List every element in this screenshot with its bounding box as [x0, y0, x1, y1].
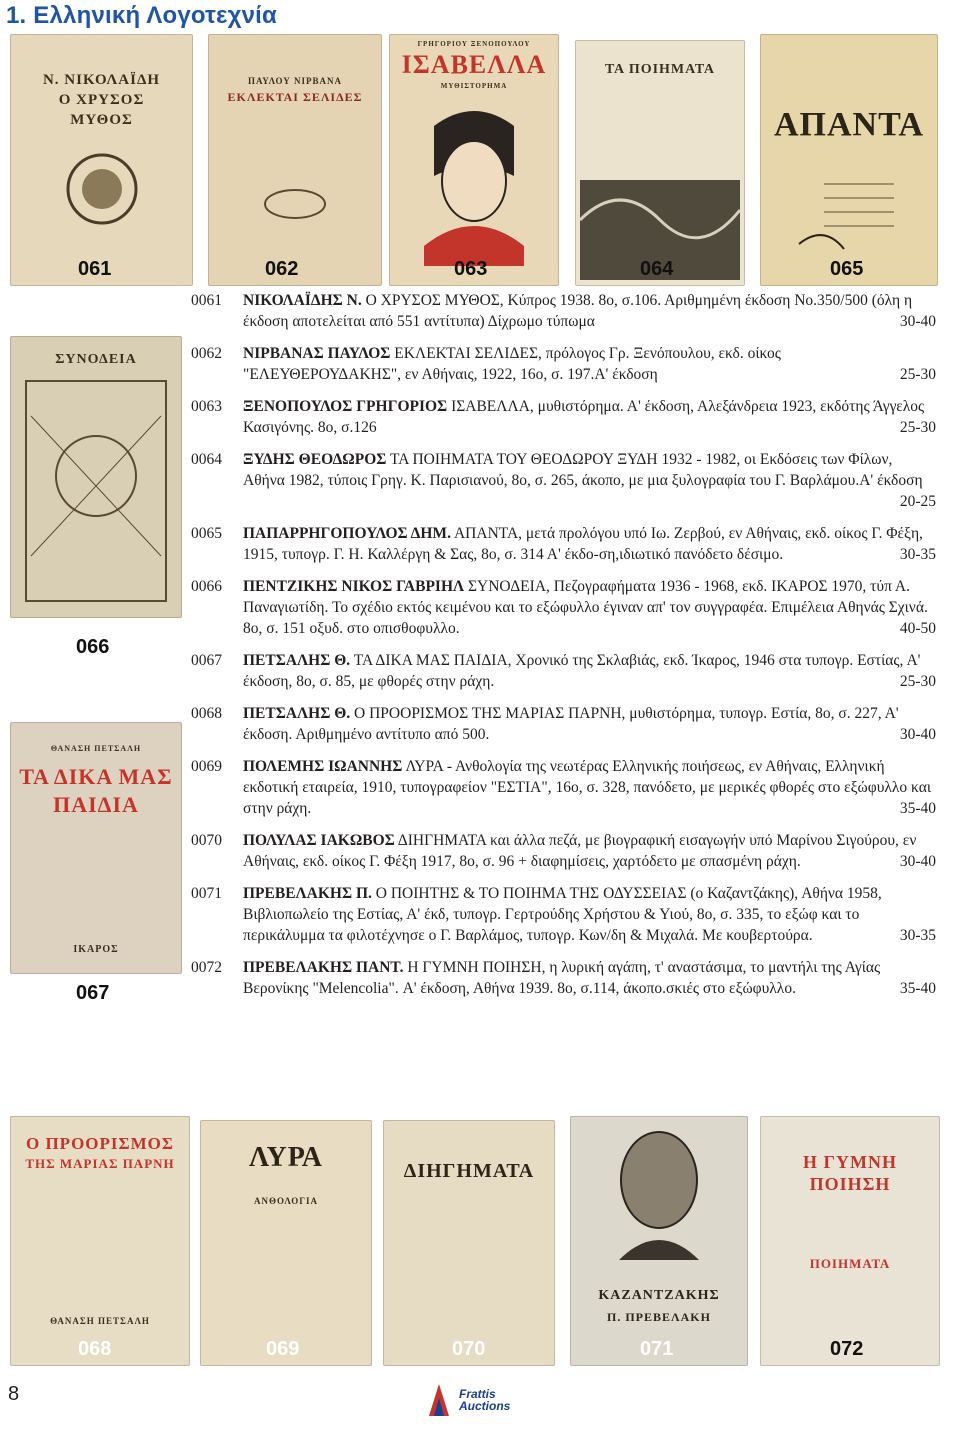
entry-price: 20-25 — [899, 493, 936, 510]
cover-067-publisher: ΙΚΑΡΟΣ — [73, 944, 119, 955]
entry-code: 0064 — [191, 451, 222, 468]
cover-064 — [575, 40, 745, 286]
entry-description — [243, 396, 936, 438]
cover-066-drawing — [21, 376, 171, 606]
entry-description — [243, 576, 936, 639]
entry-price: 35-40 — [899, 800, 936, 817]
entry-description — [243, 343, 936, 385]
catalogue-entry — [191, 396, 936, 438]
cover-068-subtitle: ΤΗΣ ΜΑΡΙΑΣ ΠΑΡΝΗ — [25, 1156, 175, 1171]
cover-069-subtitle: ΑΝΘΟΛΟΓΙΑ — [254, 1196, 318, 1206]
entry-price: 30-40 — [899, 313, 936, 330]
cover-069 — [200, 1120, 372, 1366]
catalogue-entry — [191, 756, 936, 819]
entry-price: 25-30 — [899, 366, 936, 383]
cover-072-tag: ΠΟΙΗΜΑΤΑ — [809, 1256, 891, 1271]
cover-063-title: ΙΣΑΒΕΛΛΑ — [401, 50, 547, 79]
entry-code: 0065 — [191, 525, 222, 542]
frattis-logo — [425, 1380, 535, 1420]
catalogue-entry — [191, 449, 936, 512]
entry-author: ΠΡΕΒΕΛΑΚΗΣ ΠΑΝΤ. — [243, 959, 404, 976]
entry-text: ΛΥΡΑ - Ανθολογία της νεωτέρας Ελληνικής ποιήσεως, εν Αθήναις, Ελληνική εκδοτική εταιρεία, 1910, τυπογραφείον "ΕΣΤΙΑ", 16ο, σ. 328, πανόδετο, με μερικές φθορές στο εξώφυλλο και στην ράχη. — [243, 758, 931, 817]
cover-071 — [570, 1116, 748, 1366]
cover-label-064: 064 — [640, 258, 674, 280]
entry-author: ΝΙΚΟΛΑΪΔΗΣ Ν. — [243, 292, 362, 309]
entry-description — [243, 449, 936, 512]
cover-062-ornament — [260, 184, 330, 224]
catalogue-entry — [191, 523, 936, 565]
cover-063-portrait — [414, 96, 534, 266]
cover-072 — [760, 1116, 940, 1366]
entry-description — [243, 830, 936, 872]
page-number: 8 — [8, 1383, 20, 1405]
cover-070 — [383, 1120, 555, 1366]
cover-071-author: Π. ΠΡΕΒΕΛΑΚΗ — [607, 1310, 711, 1324]
entry-text: Ο ΧΡΥΣΟΣ ΜΥΘΟΣ, Κύπρος 1938. 8ο, σ.106. Αριθμημένη έκδοση Νο.350/500 (όλη η έκδοση αποτελείται από 551 αντίτυπα) Δίχρωμο τύπωμα — [243, 292, 913, 330]
entry-price: 40-50 — [899, 620, 936, 637]
entry-price: 30-40 — [899, 726, 936, 743]
frattis-logo-text — [459, 1388, 510, 1412]
entry-text: ΤΑ ΠΟΙΗΜΑΤΑ ΤΟΥ ΘΕΟΔΩΡΟΥ ΞΥΔΗ 1932 - 1982, οι Εκδόσεις των Φίλων, Αθήνα 1982, τύποις Γρηγ. Κ. Παρισιανού, 8ο, σ. 265, άκοπο, με μια ξυλογραφία του Γ. Βαρλάμου.Α' έκδοση — [243, 451, 923, 489]
entry-author: ΞΕΝΟΠΟΥΛΟΣ ΓΡΗΓΟΡΙΟΣ — [243, 398, 448, 415]
cover-label-069: 069 — [266, 1338, 300, 1360]
entry-price: 30-35 — [899, 927, 936, 944]
entry-author: ΠΟΛΥΛΑΣ ΙΑΚΩΒΟΣ — [243, 832, 395, 849]
cover-062-author: ΠΑΥΛΟΥ ΝΙΡΒΑΝΑ — [247, 76, 343, 86]
entry-author: ΠΕΤΣΑΛΗΣ Θ. — [243, 652, 351, 669]
catalogue-entry — [191, 650, 936, 692]
cover-label-067: 067 — [76, 982, 110, 1004]
entry-text: ΤΑ ΔΙΚΑ ΜΑΣ ΠΑΙΔΙΑ, Χρονικό της Σκλαβιάς, εκδ. Ίκαρος, 1946 στα τυπογρ. Εστίας, Α' έκδοση, 8ο, σ. 85, με φθορές στην ράχη. — [243, 652, 921, 690]
cover-label-071: 071 — [640, 1338, 674, 1360]
cover-061-title: Ο ΧΡΥΣΟΣ — [58, 92, 145, 108]
cover-066-title: ΣΥΝΟΔΕΙΑ — [55, 352, 137, 367]
cover-061-author: Ν. ΝΙΚΟΛΑΪΔΗ — [42, 72, 161, 88]
entry-code: 0068 — [191, 705, 222, 722]
entry-author: ΠΕΤΣΑΛΗΣ Θ. — [243, 705, 351, 722]
cover-061-emblem — [62, 149, 142, 229]
entry-code: 0069 — [191, 758, 222, 775]
entry-author: ΠΑΠΑΡΡΗΓΟΠΟΥΛΟΣ ΔΗΜ. — [243, 525, 451, 542]
entry-price: 25-30 — [899, 419, 936, 436]
cover-065-title: ΑΠΑΝΤΑ — [773, 106, 925, 143]
cover-061-subtitle: ΜΥΘΟΣ — [70, 112, 133, 128]
cover-069-title: ΛΥΡΑ — [249, 1142, 323, 1173]
cover-065 — [760, 34, 938, 286]
entry-code: 0061 — [191, 292, 222, 309]
catalogue-entries — [191, 290, 936, 1010]
cover-label-066: 066 — [76, 636, 110, 658]
entry-author: ΝΙΡΒΑΝΑΣ ΠΑΥΛΟΣ — [243, 345, 391, 362]
cover-063-subtitle: ΜΥΘΙΣΤΟΡΗΜΑ — [440, 82, 508, 90]
catalogue-entry — [191, 830, 936, 872]
entry-price: 30-35 — [899, 546, 936, 563]
entry-description — [243, 290, 936, 332]
cover-066 — [10, 336, 182, 618]
cover-label-062: 062 — [265, 258, 299, 280]
entry-text: ΕΚΛΕΚΤΑΙ ΣΕΛΙΔΕΣ, πρόλογος Γρ. Ξενόπουλου, εκδ. οίκος "ΕΛΕΥΘΕΡΟΥΔΑΚΗΣ", εν Αθήναις, 1922, 16ο, σ. 197.Α' έκδοση — [243, 345, 781, 383]
cover-063-author: ΓΡΗΓΟΡΙΟΥ ΞΕΝΟΠΟΥΛΟΥ — [417, 40, 531, 48]
entry-text: Ο ΠΡΟΟΡΙΣΜΟΣ ΤΗΣ ΜΑΡΙΑΣ ΠΑΡΝΗ, μυθιστόρημα, τυπογρ. Εστία, 8ο, σ. 227, Α' έκδοση. Αριθμημένο αντίτυπο από 500. — [243, 705, 899, 743]
cover-067-title: ΤΑ ΔΙΚΑ ΜΑΣ — [19, 764, 173, 789]
cover-label-065: 065 — [830, 258, 864, 280]
cover-label-063: 063 — [454, 258, 488, 280]
entry-author: ΞΥΔΗΣ ΘΕΟΔΩΡΟΣ — [243, 451, 387, 468]
catalogue-entry — [191, 703, 936, 745]
cover-062-title: ΕΚΛΕΚΤΑΙ ΣΕΛΙΔΕΣ — [227, 90, 363, 104]
entry-description — [243, 703, 936, 745]
cover-065-contents-lines — [794, 174, 904, 264]
entry-code: 0066 — [191, 578, 222, 595]
cover-064-title: ΤΑ ΠΟΙΗΜΑΤΑ — [605, 62, 715, 77]
entry-text: ΑΠΑΝΤΑ, μετά προλόγου υπό Ιω. Ζερβού, εν Αθήναις, εκδ. οίκος Γ. Φέξη, 1915, τυπογρ. Γ. Η. Καλλέργη & Σας, 8ο, σ. 314 Α' έκδο-ση,ιδιωτικό πανόδετο δέσιμο. — [243, 525, 923, 563]
cover-071-portrait — [604, 1120, 714, 1260]
cover-071-title: ΚΑΖΑΝΤΖΑΚΗΣ — [598, 1288, 720, 1303]
entry-code: 0070 — [191, 832, 222, 849]
entry-description — [243, 957, 936, 999]
entry-text: Ο ΠΟΙΗΤΗΣ & ΤΟ ΠΟΙΗΜΑ ΤΗΣ ΟΔΥΣΣΕΙΑΣ (ο Καζαντζάκης), Αθήνα 1958, Βιβλιοπωλείο της Εστίας, Α' έκδ, τυπογρ. Γερτρούδης Χρήστου & Υιού, 8ο, σ. 335, το εξώφ και το περικάλυμμα τα φιλοτέχνησε ο Γ. Βαρλάμος, τυπογρ. Κων/δη & Μιχαλά. Με κουβερτούρα. — [243, 885, 882, 944]
entry-price: 25-30 — [899, 673, 936, 690]
cover-068-title: Ο ΠΡΟΟΡΙΣΜΟΣ — [25, 1134, 175, 1153]
cover-067 — [10, 722, 182, 974]
cover-label-068: 068 — [78, 1338, 112, 1360]
frattis-logo-line2: Auctions — [459, 1399, 511, 1413]
catalogue-entry — [191, 883, 936, 946]
frattis-logo-icon — [425, 1380, 455, 1420]
page-title: 1. Ελληνική Λογοτεχνία — [6, 2, 277, 29]
entry-price: 30-40 — [899, 853, 936, 870]
entry-description — [243, 756, 936, 819]
entry-author: ΠΕΝΤΖΙΚΗΣ ΝΙΚΟΣ ΓΑΒΡΙΗΛ — [243, 578, 465, 595]
cover-label-072: 072 — [830, 1338, 864, 1360]
cover-070-title: ΔΙΗΓΗΜΑΤΑ — [403, 1160, 535, 1182]
entry-description — [243, 523, 936, 565]
entry-text: ΔΙΗΓΗΜΑΤΑ και άλλα πεζά, με βιογραφική εισαγωγήν υπό Μαρίνου Σιγούρου, εν Αθήναις, εκδ. οίκος Γ. Φέξη 1917, 8ο, σ. 96 + διαφημίσεις, χαρτόδετο με σπασμένη ράχη. — [243, 832, 917, 870]
entry-author: ΠΟΛΕΜΗΣ ΙΩΑΝΝΗΣ — [243, 758, 403, 775]
entry-text: ΙΣΑΒΕΛΛΑ, μυθιστόρημα. Α' έκδοση, Αλεξάνδρεια 1923, εκδότης Άγγελος Κασιγόνης. 8ο, σ.126 — [243, 398, 925, 436]
entry-author: ΠΡΕΒΕΛΑΚΗΣ Π. — [243, 885, 372, 902]
entry-text: ΣΥΝΟΔΕΙΑ, Πεζογραφήματα 1936 - 1968, εκδ. ΙΚΑΡΟΣ 1970, τύπ Α. Παναγιωτίδη. Το σχέδιο εκτός κειμένου και το εξώφυλλο έγιναν απ' τον συγγραφέα. Επιμέλεια Αθηνάς Σχινά. 8ο, σ. 151 οξυδ. στο οπισθοφυλλο. — [243, 578, 928, 637]
entry-code: 0071 — [191, 885, 222, 902]
catalogue-entry — [191, 290, 936, 332]
entry-code: 0067 — [191, 652, 222, 669]
cover-062 — [208, 34, 382, 286]
cover-072-title: Η ΓΥΜΝΗ — [803, 1152, 897, 1172]
entry-code: 0062 — [191, 345, 222, 362]
cover-067-subtitle: ΠΑΙΔΙΑ — [53, 792, 139, 817]
catalogue-entry — [191, 576, 936, 639]
cover-063 — [389, 34, 559, 286]
entry-text: Η ΓΥΜΝΗ ΠΟΙΗΣΗ, η λυρική αγάπη, τ' αναστάσιμα, το μαντήλι της Αγίας Βερονίκης "Melencolia". Α' έκδοση, Αθήνα 1939. 8ο, σ.114, άκοπο.σκιές στο εξώφυλλο. — [243, 959, 881, 997]
cover-068-author: ΘΑΝΑΣΗ ΠΕΤΣΑΛΗ — [50, 1316, 150, 1326]
entry-code: 0072 — [191, 959, 222, 976]
entry-code: 0063 — [191, 398, 222, 415]
cover-061 — [10, 34, 193, 286]
cover-068 — [10, 1116, 190, 1366]
entry-description — [243, 650, 936, 692]
cover-label-070: 070 — [452, 1338, 486, 1360]
cover-072-subtitle: ΠΟΙΗΣΗ — [809, 1174, 891, 1194]
cover-label-061: 061 — [78, 258, 112, 280]
catalogue-entry — [191, 343, 936, 385]
entry-price: 35-40 — [899, 980, 936, 997]
catalogue-entry — [191, 957, 936, 999]
frattis-logo-line1: Frattis — [459, 1387, 496, 1401]
entry-description — [243, 883, 936, 946]
cover-067-author: ΘΑΝΑΣΗ ΠΕΤΣΑΛΗ — [50, 744, 142, 753]
